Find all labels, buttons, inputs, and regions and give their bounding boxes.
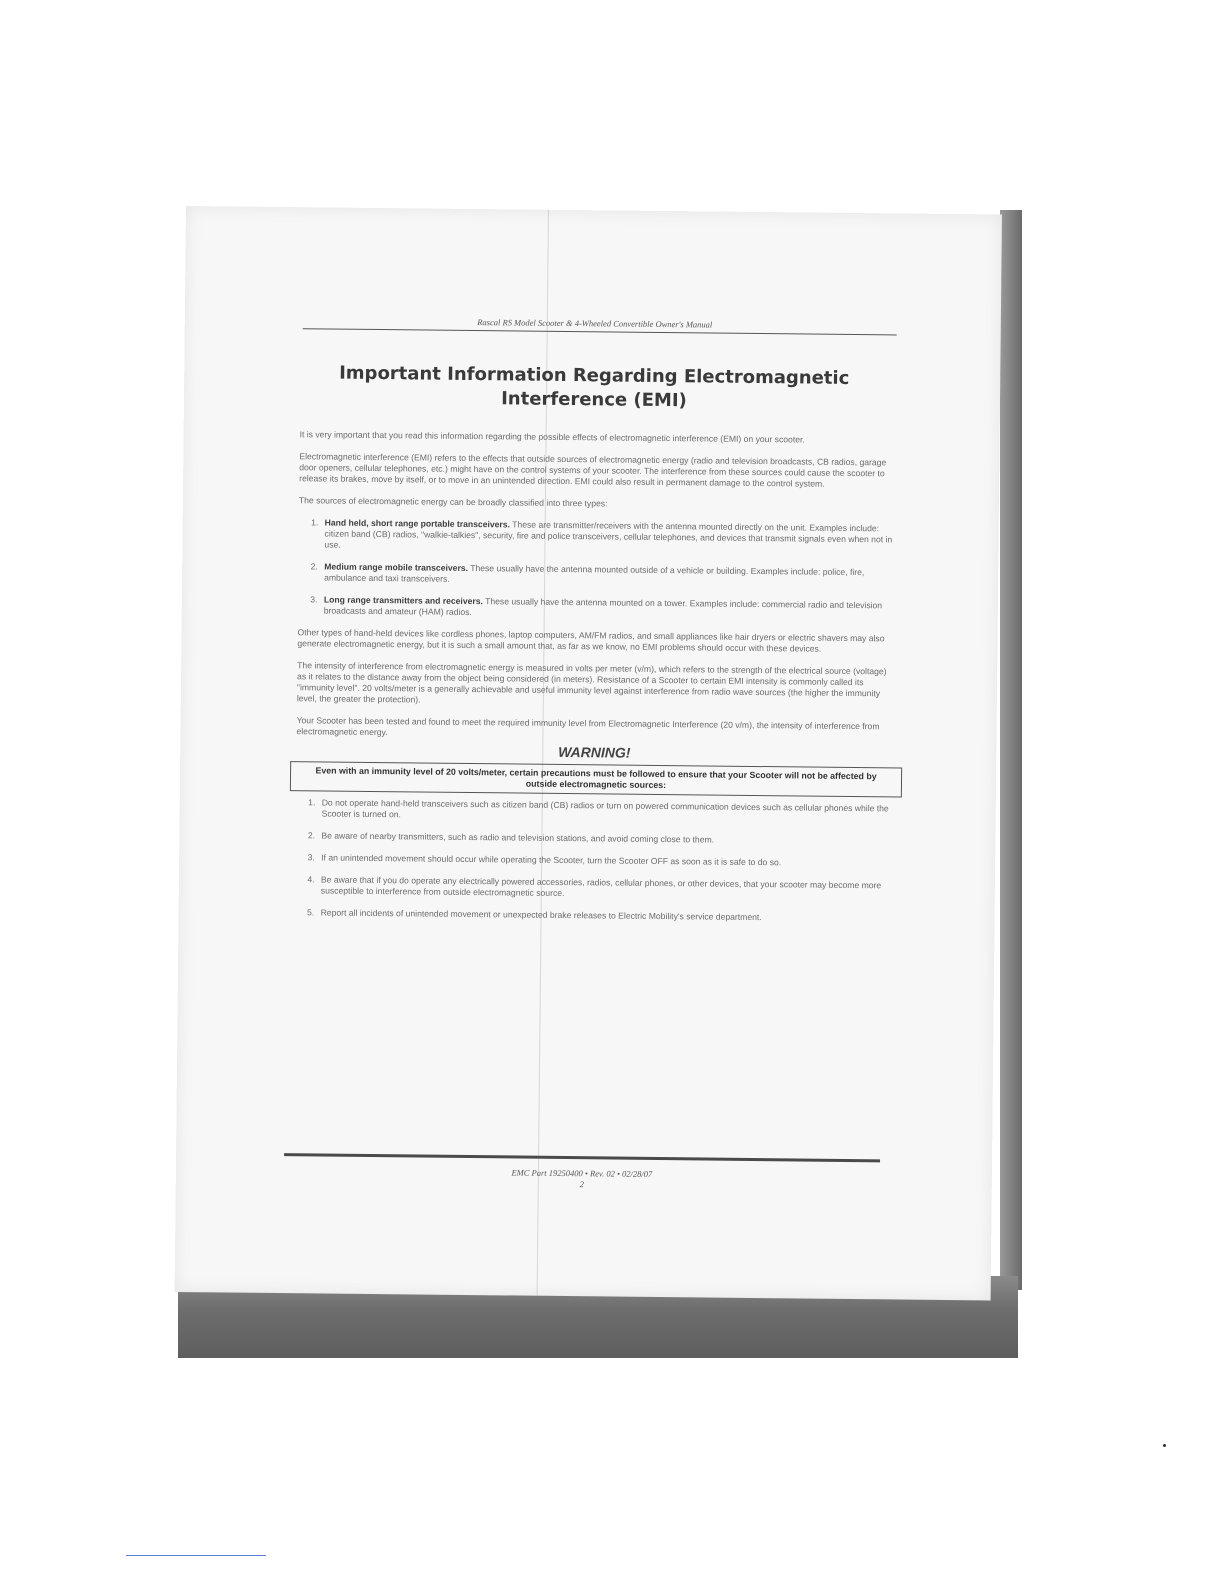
source-type-text: These usually have the antenna mounted outside of a vehicle or building. Examples include: police, fire, ambulance and taxi transceivers. bbox=[324, 562, 865, 584]
running-header: Rascal RS Model Scooter & 4-Wheeled Convertible Owner's Manual bbox=[477, 317, 713, 330]
intro-paragraph: It is very important that you read this information regarding the possible effects of electromagnetic interference (EMI) on your scooter. bbox=[299, 429, 805, 445]
other-devices-paragraph: Other types of hand-held devices like cordless phones, laptop computers, AM/FM radios, and small appliances like hair dryers or electric shavers may also generate electromagnetic energy, but it is such a small amount that, as far as we know, no EMI problems should occur with these devices. bbox=[297, 627, 885, 654]
list-item: 1. Do not operate hand-held transceivers such as citizen band (CB) radios or turn on powered communication devices such as cellular phones while the Scooter is turned on. bbox=[318, 797, 892, 825]
source-type-label: Medium range mobile transceivers. bbox=[324, 561, 469, 573]
page-footer bbox=[284, 1165, 880, 1193]
list-item bbox=[320, 594, 894, 622]
stray-dot bbox=[1163, 1444, 1166, 1447]
sources-intro-paragraph: The sources of electromagnetic energy can be broadly classified into three types: bbox=[298, 495, 608, 509]
source-type-text: These are transmitter/receivers with the antenna mounted directly on the unit. Examples include: citizen band (CB) radios, "walkie-talkies", security, fire and police transceivers, cellular telephones, and devices that transmit signals even when not in use. bbox=[324, 519, 893, 550]
intensity-paragraph: The intensity of interference from electromagnetic energy is measured in volts per meter (v/m), which refers to the strength of the electrical source (voltage) as it relates to the distance away from the object being considered (in meters). Resistance of a Scooter to certain EMI intensity is commonly called its "immunity level". 20 volts/meter is a generally achievable and useful immunity level against interference from radio wave sources (the higher the immunity level, the greater the protection). bbox=[296, 660, 887, 705]
list-item: 3. If an unintended movement should occur while operating the Scooter, turn the Scooter OFF as soon as it is safe to do so. bbox=[317, 852, 891, 869]
list-item: 4. Be aware that if you do operate any electrically powered accessories, radios, cellular phones, or other devices, that your scooter may become more susceptible to interference from outside electromagnetic source. bbox=[317, 874, 891, 902]
scan-shadow-right bbox=[1000, 210, 1022, 1290]
list-item: 5. Report all incidents of unintended movement or unexpected brake releases to Electric Mobility's service department. bbox=[317, 907, 891, 924]
warning-heading: WARNING! bbox=[558, 743, 631, 761]
list-item: 2. Be aware of nearby transmitters, such as radio and television stations, and avoid coming close to them. bbox=[317, 830, 891, 847]
page-title: Important Information Regarding Electromagnetic Interference (EMI) bbox=[339, 362, 850, 412]
definition-paragraph: Electromagnetic interference (EMI) refers to the effects that outside sources of electromagnetic energy (radio and television broadcasts, CB radios, garage door openers, cellular telephones, etc.) might have on the control systems of your scooter. The interference from these sources could cause the scooter to release its brakes, move by itself, or to move in an unintended direction. EMI could also result in permanent damage to the control system. bbox=[299, 451, 887, 489]
stray-underline bbox=[126, 1555, 266, 1556]
source-type-label: Long range transmitters and receivers. bbox=[323, 594, 483, 607]
precautions-list bbox=[295, 797, 892, 924]
source-type-label: Hand held, short range portable transceivers. bbox=[324, 517, 511, 530]
source-type-text: These usually have the antenna mounted on a tower. Examples include: commercial radio and television broadcasts and amateur (HAM) radios. bbox=[323, 596, 883, 618]
document-body bbox=[294, 429, 895, 935]
page-number: 2 bbox=[579, 1179, 584, 1190]
tested-paragraph: Your Scooter has been tested and found to meet the required immunity level from Electromagnetic Interference (20 v/m), the intensity of interference from electromagnetic energy. bbox=[296, 715, 880, 738]
list-item bbox=[320, 517, 894, 556]
sources-list bbox=[298, 517, 895, 622]
scanned-page bbox=[175, 206, 1002, 1300]
warning-box: Even with an immunity level of 20 volts/meter, certain precautions must be followed to ensure that your Scooter will not be affected by outside electromagnetic sources: bbox=[290, 761, 902, 797]
footer-rule bbox=[284, 1153, 880, 1162]
list-item bbox=[320, 561, 894, 589]
part-number: EMC Part 19250400 • Rev. 02 • 02/28/07 bbox=[511, 1167, 653, 1179]
